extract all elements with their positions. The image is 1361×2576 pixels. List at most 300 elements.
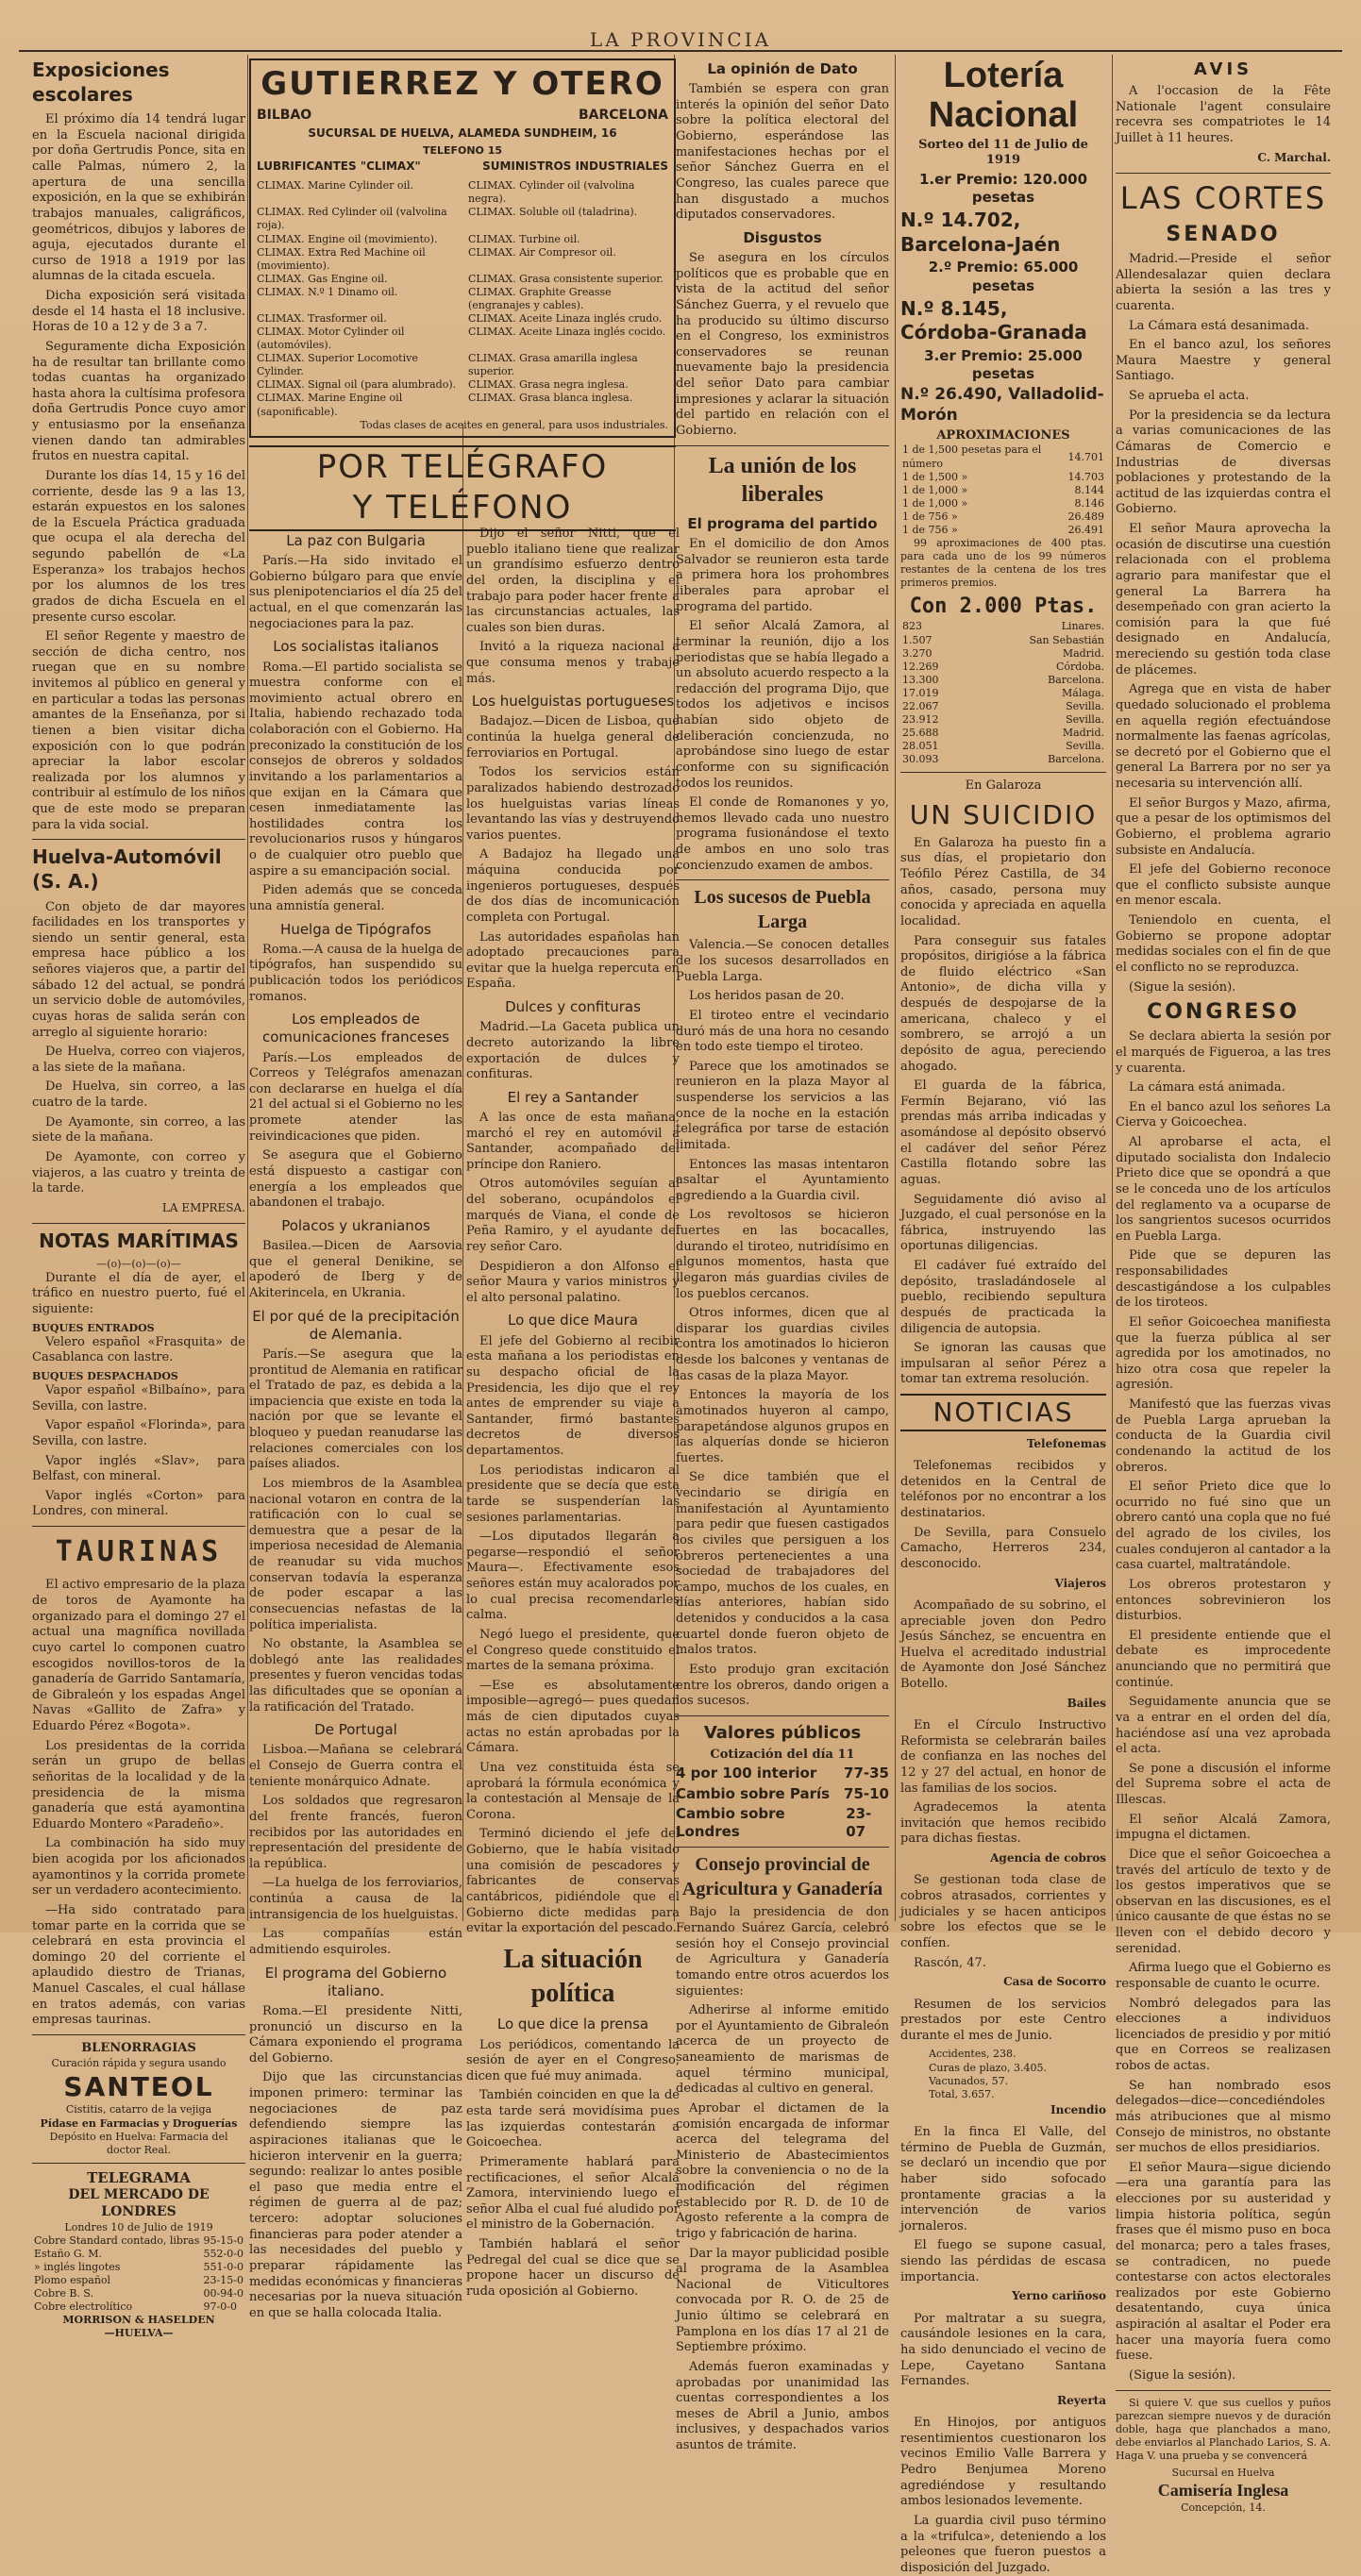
separator: —(o)—(o)—(o)— bbox=[96, 1257, 181, 1270]
paragraph: Afirma luego que el Gobierno es responsable de cuanto le ocurre. bbox=[1116, 1961, 1331, 1991]
divider bbox=[32, 2034, 245, 2035]
table-cell: 3.270 bbox=[902, 646, 933, 660]
stat-line: Accidentes, 238. bbox=[929, 2048, 1017, 2061]
ad-heading: BLENORRAGIAS bbox=[81, 2040, 196, 2055]
telegram-date: Londres 10 de Julio de 1919 bbox=[64, 2220, 213, 2233]
table-cell: 1 de 1,500 pesetas para el número bbox=[902, 443, 1042, 470]
table-row bbox=[32, 2300, 245, 2314]
ad-product-item: CLIMAX. Grasa amarilla inglesa superior. bbox=[468, 352, 638, 378]
table-row bbox=[32, 2248, 245, 2261]
table-row bbox=[900, 471, 1106, 484]
ad-cities bbox=[257, 108, 668, 125]
divider bbox=[676, 1847, 889, 1848]
paragraph: Negó luego el presidente, que el Congreso quede constituido el martes de la semana próxima. bbox=[466, 1627, 680, 1674]
article-title: Dulces y confituras bbox=[505, 998, 641, 1016]
paragraph: Vapor español «Bilbaíno», para Sevilla, con lastre. bbox=[32, 1383, 245, 1413]
article-title: La unión de los liberales bbox=[708, 453, 857, 508]
divider bbox=[1116, 2390, 1331, 2391]
table-cell: 1 de 1,500 » bbox=[902, 470, 968, 483]
paragraph: En el banco azul los señores La Cierva y Goicoechea. bbox=[1116, 1099, 1331, 1130]
approx-table bbox=[900, 443, 1106, 537]
ad-product-list bbox=[257, 179, 668, 418]
table-row bbox=[32, 2234, 245, 2248]
divider bbox=[676, 879, 889, 880]
paragraph: Despidieron a don Alfonso el señor Maura y varios ministros y el alto personal palatino. bbox=[466, 1259, 680, 1305]
paragraph: —Los diputados llegarán a pegarse—respondió el señor Maura—. Efectivamente esos señores están muy acalorados por lo cual precisa recomendarles calma. bbox=[466, 1530, 680, 1623]
paragraph: El activo empresario de la plaza de toros de Ayamonte ha organizado para el domingo 27 el actual una magnífica novillada cuyo cartel lo componen cuatro escogidos novillos-toros de la ganadería de Garrido Santamaría, de Gibraleón y los espadas Angel Navas «Gallito de Zafra» y Eduardo Pérez «Bogota». bbox=[32, 1578, 245, 1734]
paragraph: Se aprueba el acta. bbox=[1129, 389, 1250, 403]
article-title: El programa del Gobierno italiano. bbox=[264, 1964, 447, 1999]
ad-product-item: CLIMAX. Marine Cylinder oil. bbox=[257, 179, 413, 192]
paragraph: No obstante, la Asamblea se doblegó ante las realidades presentes y fueron vencidas todas las dificultades que se oponían a la ratificación del Tratado. bbox=[249, 1637, 462, 1715]
paragraph: Los periódicos, comentando la sesión de ayer en el Congreso, dicen que fué muy animada. bbox=[466, 2037, 680, 2083]
paragraph: También se espera con gran interés la opinión del señor Dato sobre la política electoral del Gobierno, esperándose las manifestaciones hechas por el señor Sánchez Guerra en el Congreso, las cuales parece que han disgustado a muchos diputados conservadores. bbox=[676, 82, 889, 223]
paragraph: Otros automóviles seguían al del soberano, ocupándolos el marqués de Viana, el conde de Peña Ramiro, y el ayudante del rey señor Caro. bbox=[466, 1177, 680, 1254]
ad-brand: Camisería Inglesa bbox=[1157, 2481, 1289, 2500]
table-cell: Málaga. bbox=[1062, 686, 1104, 699]
paragraph: El conde de Romanones y yo, hemos llevado cada uno nuestro programa fusionándose el texto de ambos en uno solo tras concienzudo examen de ambos. bbox=[676, 795, 889, 873]
article-title: Polacos y ukranianos bbox=[281, 1216, 430, 1234]
ad-product-item: CLIMAX. Aceite Linaza inglés crudo. bbox=[468, 312, 663, 325]
ad-product-item: CLIMAX. Cylinder oil (valvolina negra). bbox=[468, 179, 635, 206]
paragraph: En Galaroza ha puesto fin a sus días, el propietario don Teófilo Pérez Castilla, de 34 años, casado, persona muy conocida y apreciada en aquella localidad. bbox=[900, 835, 1106, 928]
table-cell: 1.507 bbox=[902, 633, 933, 646]
table-cell: 12.269 bbox=[902, 660, 939, 673]
table-row bbox=[32, 2287, 245, 2300]
paragraph: Aprobar el dictamen de la comisión encargada de informar acerca del telegrama del Ministerio de Abastecimientos sobre la conveniencia o no de la modificación del régimen establecido por R. D. de 10 de Agosto referente a la compra de trigo y fabricación de harina. bbox=[676, 2100, 889, 2241]
table-cell: 1 de 1,000 » bbox=[902, 483, 968, 496]
table-cell: » inglés lingotes bbox=[34, 2261, 121, 2274]
table-cell: 28.051 bbox=[902, 740, 939, 753]
table-cell: 1 de 756 » bbox=[902, 510, 958, 523]
masthead-rule bbox=[19, 50, 1342, 52]
paragraph: Otros informes, dicen que al disparar los guardias civiles contra los amotinados lo hicieron desde los balcones y ventanas de las casas de la plaza Mayor. bbox=[676, 1306, 889, 1383]
table-cell: 14.703 bbox=[1067, 470, 1104, 483]
divider bbox=[1116, 173, 1331, 174]
paragraph: En el banco azul, los señores Maura Maestre y general Santiago. bbox=[1116, 338, 1331, 384]
quote-row bbox=[676, 1765, 889, 1782]
paragraph: La Cámara está desanimada. bbox=[1129, 318, 1310, 333]
table-row bbox=[900, 727, 1106, 740]
paragraph: Se han nombrado esos delegados—dice—concediéndoles más atribuciones que al mismo Consejo de ministros, no obstante ser muchos de ellos presidiarios. bbox=[1116, 2078, 1331, 2156]
paragraph: Si quiere V. que sus cuellos y puños parezcan siempre nuevos y de duración doble, haga que planchados a mano, debe enviarlos al Planchado Larios, S. A. Haga V. una prueba y se convencerá bbox=[1116, 2396, 1331, 2462]
article-title: UN SUICIDIO bbox=[909, 798, 1098, 830]
paragraph: El señor Goicoechea manifiesta que la fuerza pública al ser agredida por los amotinados, no hizo otra cosa que repeler la agresión. bbox=[1116, 1314, 1331, 1393]
article-title: Disgustos bbox=[743, 228, 822, 246]
table-cell: 823 bbox=[902, 620, 922, 633]
paragraph: Seguidamente dió aviso al Juzgado, el cual personóse en la fábrica, instruyendo las oportunas diligencias. bbox=[900, 1192, 1106, 1254]
paragraph: Manifestó que las fuerzas vivas de Puebla Larga aprueban la conducta de la Guardia civil condenando la actitud de los obreros. bbox=[1116, 1397, 1331, 1475]
ad-lubricants bbox=[257, 159, 668, 174]
paragraph: Vapor inglés «Corton» para Londres, con mineral. bbox=[32, 1488, 245, 1519]
paragraph: El señor Maura aprovecha la ocasión de discutirse una cuestión relacionada con el problema agrario para manifestar que el general La Barrera ha desempeñado con gran acierto la comisión para la que fué designado en Andalucía, mereciendo su gestión toda clase de plácemes. bbox=[1116, 522, 1331, 677]
table-row bbox=[900, 634, 1106, 647]
article-title: El por qué de la precipitación de Alemania. bbox=[252, 1307, 460, 1343]
prize-number: N.º 26.490, Valladolid-Morón bbox=[900, 385, 1104, 426]
article-title: La paz con Bulgaria bbox=[286, 532, 426, 549]
paragraph: Los obreros protestaron y entonces sobrevinieron los disturbios. bbox=[1116, 1577, 1331, 1624]
paragraph: (Sigue la sesión). bbox=[1129, 2367, 1236, 2383]
table-row bbox=[900, 620, 1106, 633]
news-heading: Telefonemas bbox=[1026, 1436, 1106, 1450]
column-2b bbox=[466, 527, 680, 2304]
news-heading: Yerno cariñoso bbox=[1012, 2289, 1106, 2303]
paragraph: La cámara está animada. bbox=[1129, 1080, 1285, 1096]
paragraph: El próximo día 14 tendrá lugar en la Escuela nacional dirigida por doña Gertrudis Ponce, sita en calle Palmas, número 2, la apertura de una sencilla exposición, en la que se exhibirán trabajos manuales, caligráficos, geométricos, dibujos y labores de aguja, ejecutados durante el curso de 1918 a 1919 por las alumnas de la citada escuela. bbox=[32, 112, 245, 284]
table-cell: Sevilla. bbox=[1066, 713, 1104, 727]
ad-phone: TELEFONO 15 bbox=[422, 143, 503, 157]
ad-product-item: CLIMAX. Gas Engine oil. bbox=[257, 272, 388, 285]
paragraph: El señor Maura—sigue diciendo—era una garantía para las elecciones por su austeridad y limpia historia política, según frases que él mismo puso en boca del monarca; pero a tales frases, se contradicen, no puede contestarse con actos electorales realizados por este Gobierno desatentando, cuya única aspiración al asaltar el Poder era hacer una mayoría fuera como fuese. bbox=[1116, 2160, 1331, 2364]
table-row bbox=[900, 753, 1106, 766]
paragraph: Basilea.—Dicen de Aarsovia que el general Denikine, se apoderó de Iberg y de Akiterincela, en Ukrania. bbox=[249, 1239, 462, 1300]
paragraph: Se dice también que el vecindario se dirigía en manifestación al Ayuntamiento para pedir que fuesen castigados los civiles que persiguen a los obreros pertenecientes a una sociedad de trabajadores del campo, muchos de los cuales, en días anteriores, habían sido detenidos y conducidos a la casa cuartel donde fueron objeto de malos tratos. bbox=[676, 1470, 889, 1658]
column-5 bbox=[1116, 55, 1331, 2515]
article-title: La situación política bbox=[503, 1944, 643, 2008]
paragraph: El fuego se supone casual, siendo las pérdidas de escasa importancia. bbox=[900, 2238, 1106, 2284]
paragraph: Teniendolo en cuenta, el Gobierno se propone adoptar medidas sociales con el fin de que el conflicto no se reproduzca. bbox=[1116, 913, 1331, 975]
paragraph: Todos los servicios están paralizados habiendo destrozado los huelguistas varias líneas levantando las vías y destruyendo varios puentes. bbox=[466, 765, 680, 843]
ad-line: Depósito en Huelva: Farmacia del doctor Real. bbox=[49, 2130, 228, 2156]
paragraph: Con objeto de dar mayores facilidades en los transportes y siendo un sentir general, esta empresa hace público a los señores viajeros que, a partir del sábado 12 del actual, se pondrá un servicio doble de automóviles, cuyas horas de salida serán con arreglo al siguiente horario: bbox=[32, 899, 245, 1040]
paragraph: —Ese es absolutamente imposible—agregó— pues quedan más de cien diputados cuyas actas no están aprobadas por la Cámara. bbox=[466, 1678, 680, 1756]
column-1 bbox=[32, 55, 245, 2340]
table-cell: 23.912 bbox=[902, 713, 939, 727]
paragraph: Roma.—El partido socialista se muestra conforme con el movimiento actual obrero en Italia, habiendo rechazado toda colaboración con el Gobierno. Ha preconizado la constitución de los consejos de obreros y soldados invitando a los parlamentarios a que exijan en la Cámara que cesen inmediatamente las hostilidades contra los revolucionarios rusos y húngaros o de cualquier otro pueblo que aspire a su emancipación social. bbox=[249, 660, 462, 878]
paragraph: El jefe del Gobierno reconoce que el conflicto subsiste aunque en menor escala. bbox=[1116, 862, 1331, 909]
ad-product-item: CLIMAX. Soluble oil (taladrina). bbox=[468, 206, 638, 219]
article-title: TAURINAS bbox=[55, 1535, 223, 1569]
section-title bbox=[249, 445, 676, 531]
ad-product-item: CLIMAX. Engine oil (movimiento). bbox=[257, 232, 438, 245]
paragraph: A Badajoz ha llegado una máquina conducida por ingenieros portugueses, después de dos días de incomunicación completa con Portugal. bbox=[466, 847, 680, 925]
paragraph: El señor Prieto dice que lo ocurrido no fué sino que un obrero cantó una copla que no fué del agrado de los civiles, los cuales condujeron al cantador a la casa cuartel, maltratándole. bbox=[1116, 1480, 1331, 1573]
paragraph: Se declara abierta la sesión por el marqués de Figueroa, a las tres y cuarenta. bbox=[1116, 1029, 1331, 1076]
paragraph: Pide que se depuren las responsabilidades descastigándose a los culpables de los tiroteos. bbox=[1116, 1248, 1331, 1311]
article-title: Consejo provincial de Agricultura y Ganadería bbox=[681, 1854, 883, 1899]
paragraph: Las compañías están admitiendo esquiroles. bbox=[249, 1927, 462, 1957]
table-cell: 1 de 1,000 » bbox=[902, 496, 968, 510]
paragraph: Adherirse al informe emitido por el Ayuntamiento de Gibraleón acerca de un proyecto de saneamiento de marismas de aquel término municipal, dedicadas al cultivo en general. bbox=[676, 2003, 889, 2097]
paragraph: Los miembros de la Asamblea nacional votaron en contra de la ratificación con lo cual se demuestra que a pesar de la imperiosa necesidad de Alemania de reanudar su vida muchos conservan todavía la esperanza de poder escapar a las consecuencias nefastas de la política imperialista. bbox=[249, 1476, 462, 1632]
divider bbox=[32, 2163, 245, 2164]
paragraph: Invitó a la riqueza nacional a que consuma menos y trabaje más. bbox=[466, 640, 680, 686]
paragraph: Una vez constituida ésta se aprobará la fórmula económica y la contestación al Mensaje de la Corona. bbox=[466, 1760, 680, 1822]
table-cell: Madrid. bbox=[1062, 727, 1104, 740]
table-cell: Linares. bbox=[1061, 620, 1104, 633]
telegram-signature: —HUELVA— bbox=[104, 2327, 174, 2340]
table-cell: 95-15-0 bbox=[203, 2233, 244, 2247]
table-cell: 8.144 bbox=[1074, 483, 1104, 496]
paragraph: (Sigue la sesión). bbox=[1129, 979, 1236, 995]
article-title: Los huelguistas portugueses bbox=[471, 693, 675, 711]
paragraph: Se asegura que el Gobierno está dispuesto a castigar con energía a los empleados que abandonen el trabajo. bbox=[249, 1148, 462, 1211]
table-row bbox=[900, 674, 1106, 687]
ad-product-item: CLIMAX. Grasa negra inglesa. bbox=[468, 378, 629, 392]
article-title: Los empleados de comunicaciones franceses bbox=[261, 1011, 450, 1046]
paragraph: El presidente entiende que el debate es improcedente anunciando que no permitirá que continúe. bbox=[1116, 1628, 1331, 1690]
table-row bbox=[900, 443, 1106, 470]
table-cell: Barcelona. bbox=[1048, 753, 1104, 766]
table-cell: 26.489 bbox=[1067, 510, 1104, 523]
paragraph: Se ignoran las causas que impulsaran al señor Pérez a tomar tan extrema resolución. bbox=[900, 1341, 1106, 1387]
article-title: La opinión de Dato bbox=[707, 60, 858, 77]
paragraph: La guardia civil puso término a la «trifulca», deteniendo a los peleones que fueron puestos a disposición del Juzgado. bbox=[900, 2513, 1106, 2575]
paragraph: Primeramente hablará para rectificaciones, el señor Alcalá Zamora, interviniendo luego el señor Alba el cual fué aludido por el ministro de la Gobernación. bbox=[466, 2154, 680, 2233]
article-subtitle: El programa del partido bbox=[687, 514, 878, 532]
table-cell: Sevilla. bbox=[1066, 740, 1104, 753]
table-cell: Cobre electrolítico bbox=[34, 2300, 133, 2314]
paragraph: Se gestionan toda clase de cobros atrasados, corrientes y judiciales y se hacen anticipos sobre los efectos que se le confíen. bbox=[900, 1873, 1106, 1950]
table-cell: 00-94-0 bbox=[203, 2287, 244, 2300]
news-heading: Viajeros bbox=[1054, 1576, 1106, 1590]
paragraph: En Hinojos, por antiguos resentimientos cuestionaron los vecinos Emilio Valle Barrera y Pedro Benjumea Moreno agrediéndose y resultando ambos lesionados levemente. bbox=[900, 2416, 1106, 2509]
paragraph: De Huelva, sin correo, a las cuatro de la tarde. bbox=[32, 1079, 245, 1110]
article-subtitle: Cotización del día 11 bbox=[710, 1747, 855, 1762]
ad-product-item: CLIMAX. Extra Red Machine oil (movimiento). bbox=[257, 245, 426, 272]
table-cell: 1 de 756 » bbox=[902, 523, 958, 536]
ad-product-item: CLIMAX. Motor Cylinder oil (automóviles). bbox=[257, 326, 405, 352]
table-row bbox=[900, 497, 1106, 510]
paragraph: Las autoridades españolas han adoptado precauciones para evitar que la huelga repercuta en España. bbox=[466, 929, 680, 992]
telegram-signature: MORRISON & HASELDEN bbox=[62, 2314, 215, 2327]
paragraph: Badajoz.—Dicen de Lisboa, que continúa la huelga general de ferroviarios en Portugal. bbox=[466, 714, 680, 761]
ad-product-item: CLIMAX. N.º 1 Dinamo oil. bbox=[257, 285, 398, 298]
signature: LA EMPRESA. bbox=[161, 1200, 245, 1214]
paragraph: De Ayamonte, sin correo, a las siete de la mañana. bbox=[32, 1114, 245, 1146]
article-title: Huelga de Tipógrafos bbox=[280, 920, 431, 938]
table-cell: Sevilla. bbox=[1066, 699, 1104, 712]
paragraph: Vapor inglés «Slav», para Belfast, con mineral. bbox=[32, 1453, 245, 1484]
paragraph: Los soldados que regresaron del frente francés, fueron recibidos por las autoridades en representación del presidente de la república. bbox=[249, 1794, 462, 1871]
ad-line: Sucursal en Huelva bbox=[1171, 2466, 1275, 2479]
telegram-title: TELEGRAMA bbox=[87, 2168, 191, 2186]
paragraph: Esto produjo gran excitación entre los obreros, dando origen a los sucesos. bbox=[676, 1662, 889, 1709]
paragraph: Agrega que en vista de haber quedado solucionado el problema en aquella región efectuándose normalmente las faenas agrícolas, se decretó por el Gobierno que el general La Barrera por no ser ya necesaria su intervención allí. bbox=[1116, 682, 1331, 791]
column-3 bbox=[676, 55, 889, 2453]
lottery-title: Lotería Nacional bbox=[928, 56, 1079, 135]
paragraph: Los periodistas indicaron al presidente que se decía que esta tarde se suspenderían las sesiones parlamentarias. bbox=[466, 1463, 680, 1525]
paragraph: París.—Los empleados de Correos y Telégrafos amenazan con declararse en huelga el día 21 del actual si el Gobierno no les promete atender las reivindicaciones que piden. bbox=[249, 1050, 462, 1144]
stat-line: Total, 3.657. bbox=[929, 2087, 995, 2100]
table-cell: Cobre B. S. bbox=[34, 2287, 94, 2300]
paragraph: Los presidentas de la corrida serán un grupo de bellas señoritas de la localidad y de la presidencia de la misma ganadería que está ayamontina Eduardo Montero «Paradeño». bbox=[32, 1738, 245, 1832]
paragraph: Terminó diciendo el jefe del Gobierno, que le había visitado una comisión de pescadores y fabricantes de conservas cantábricos, pidiéndole que el Gobierno dicte medidas para evitar la exportación del pescado. bbox=[466, 1827, 680, 1936]
paragraph: Al aprobarse el acta, el diputado socialista don Indalecio Prieto dice que se opondrá a que se le conceda uno de los artículos del reglamento va a ocuparse de los sangrientos sucesos ocurridos en Puebla Larga. bbox=[1116, 1135, 1331, 1244]
ad-city: BILBAO bbox=[257, 107, 312, 123]
article-title: SENADO bbox=[1166, 222, 1281, 246]
table-cell: 551-0-0 bbox=[203, 2261, 244, 2274]
gutierrez-otero-ad bbox=[249, 59, 676, 438]
paragraph: De Ayamonte, con correo y viajeros, a las cuatro y treinta de la tarde. bbox=[32, 1149, 245, 1196]
paragraph: Nombró delegados para las elecciones a individuos licenciados de presidio y por mitió que en Correos se realizasen robos de actas. bbox=[1116, 1996, 1331, 2074]
section-title-line: Y TELÉFONO bbox=[352, 489, 573, 527]
column-rule bbox=[1112, 55, 1113, 1921]
quote-label: Cambio sobre París bbox=[676, 1784, 831, 1802]
ad-footer: Todas clases de aceites en general, para usos industriales. bbox=[360, 418, 668, 431]
news-heading: Reyerta bbox=[1057, 2393, 1106, 2407]
table-cell: Estaño G. M. bbox=[34, 2247, 103, 2260]
article-title: Lo que dice Maura bbox=[508, 1312, 638, 1330]
table-cell: 22.067 bbox=[902, 699, 939, 712]
stat-line: Vacunados, 57. bbox=[929, 2074, 1009, 2087]
table-cell: San Sebastián bbox=[1029, 633, 1104, 646]
article-title: Los socialistas italianos bbox=[273, 638, 439, 656]
table-cell: 8.146 bbox=[1074, 496, 1104, 510]
paragraph: Por la presidencia se da lectura a varias comunicaciones de las Cámaras de Comercio e Industrias de diversas poblaciones y protestando de la actitud de las izquierdas contra el Gobierno. bbox=[1116, 408, 1331, 517]
article-title: Valores públicos bbox=[703, 1722, 862, 1743]
news-heading: Casa de Socorro bbox=[1003, 1975, 1106, 1989]
approx-title: APROXIMACIONES bbox=[936, 427, 1070, 443]
paragraph: A l'occasion de la Fête Nationale l'agent consulaire recevra ses compatriotes le 14 Juillet à 11 heures. bbox=[1116, 84, 1331, 145]
table-row bbox=[900, 524, 1106, 537]
quote-row bbox=[676, 1785, 889, 1803]
ad-line: Concepción, 14. bbox=[1181, 2501, 1266, 2515]
paragraph: El señor Burgos y Mazo, afirma, que a pesar de los optimismos del Gobierno, el problema agrario subsiste en Andalucía. bbox=[1116, 795, 1331, 858]
section-title: NOTICIAS bbox=[900, 1394, 1106, 1431]
ad-product-item: CLIMAX. Marine Engine oil (saponificable). bbox=[257, 392, 403, 418]
table-row bbox=[900, 484, 1106, 497]
paragraph: El jefe del Gobierno al recibir esta mañana a los periodistas en su despacho oficial de la Presidencia, les dijo que el rey antes de emprender su viaje a Santander, firmó bastantes decretos de diversos departamentos. bbox=[466, 1333, 680, 1458]
news-heading: Incendio bbox=[1050, 2102, 1106, 2116]
paragraph: Parece que los amotinados se reunieron en la plaza Mayor al suspenderse los servicios a las once de la noche en la estación telegráfica por tarse de estación limitada. bbox=[676, 1059, 889, 1152]
paragraph: Entonces la mayoría de los amotinados huyeron al campo, parapetándose algunos grupos en las alquerías donde se hicieron fuertes. bbox=[676, 1388, 889, 1465]
paragraph: Resumen de los servicios prestados por este Centro durante el mes de Junio. bbox=[900, 1997, 1106, 2043]
paragraph: Lisboa.—Mañana se celebrará el Consejo de Guerra contra el teniente monárquico Adnate. bbox=[249, 1743, 462, 1789]
paragraph: Acompañado de su sobrino, el apreciable joven don Pedro Jesús Sánchez, se encuentra en Huelva el acreditado industrial de Ayamonte don José Sánchez Botello. bbox=[900, 1597, 1106, 1692]
article-title: Huelva-Automóvil (S. A.) bbox=[32, 845, 222, 893]
telegram-subtitle: DEL MERCADO DE LONDRES bbox=[68, 2186, 210, 2219]
table-row bbox=[900, 510, 1106, 524]
ad-product-item: CLIMAX. Aceite Linaza inglés cocido. bbox=[468, 326, 666, 339]
paragraph: Durante el día de ayer, el tráfico en nuestro puerto, fué el siguiente: bbox=[32, 1270, 245, 1317]
ad-product-item: CLIMAX. Turbine oil. bbox=[468, 232, 580, 245]
ad-line: Pídase en Farmacias y Droguerías bbox=[40, 2116, 238, 2130]
ad-city: BARCELONA bbox=[579, 107, 668, 123]
table-cell: 17.019 bbox=[902, 686, 939, 699]
table-cell: 97-0-0 bbox=[203, 2300, 237, 2314]
paragraph: A las once de esta mañana, marchó el rey en automóvil a Santander, acompañado del príncipe don Raniero. bbox=[466, 1110, 680, 1172]
price-table bbox=[32, 2234, 245, 2314]
quote-label: 4 por 100 interior bbox=[676, 1765, 817, 1782]
section-title: LAS CORTES bbox=[1119, 179, 1327, 216]
paragraph: Los heridos pasan de 20. bbox=[689, 989, 845, 1004]
table-cell: 14.701 bbox=[1067, 450, 1104, 463]
table-row bbox=[32, 2274, 245, 2287]
paragraph: De Sevilla, para Consuelo Camacho, Herreros 234, desconocido. bbox=[900, 1525, 1106, 1571]
table-row bbox=[32, 2261, 245, 2274]
paragraph: El señor Alcalá Zamora, al terminar la reunión, dijo a los periodistas que se había llegado a un absoluto acuerdo respecto a la redacción del programa Dijo, que todos los adjetivos e incisos habían sido objeto de deliberación concienzuda, no aprobándose sino luego de estar conforme con su significación todos los reunidos. bbox=[676, 619, 889, 791]
paragraph: Vapor español «Florinda», para Sevilla, con lastre. bbox=[32, 1418, 245, 1448]
ad-title: GUTIERREZ Y OTERO bbox=[260, 65, 664, 103]
paragraph: Madrid.—Preside el señor Allendesalazar quien declara abierta la sesión a las tres y cuarenta. bbox=[1116, 252, 1331, 313]
paragraph: Dice que el señor Goicoechea a través del artículo de texto y de los gestos imperativos que se observan en las discusiones, es el único causante de que éstas no se lleven con el debido decoro y serenidad. bbox=[1116, 1847, 1331, 1956]
paragraph: Rascón, 47. bbox=[914, 1955, 986, 1970]
ad-product-item: CLIMAX. Air Compresor oil. bbox=[468, 245, 616, 259]
prize-number: N.º 8.145, Córdoba-Granada bbox=[900, 296, 1087, 344]
paragraph: —Ha sido contratado para tomar parte en la corrida que se celebrará en esta provincia el domingo 20 del corriente el aplaudido diestro de Trianas, Manuel Cascales, el cual hállase en tratos además, con varias empresas taurinas. bbox=[32, 1902, 245, 2028]
paragraph: Seguidamente anuncia que se va a entrar en el orden del día, haciéndose así una vez aprobada el acta. bbox=[1116, 1695, 1331, 1757]
table-cell: Cobre Standard contado, libras bbox=[34, 2233, 200, 2247]
signature: C. Marchal. bbox=[1257, 150, 1331, 164]
paragraph: Se asegura en los círculos políticos que es probable que en vista de la actitud del señor Sánchez Guerra, y el revuelo que ha producido su último discurso en el Congreso, los exministros conservadores se reunan nuevamente bajo la presidencia del señor Dato para cambiar impresiones y aclarar la situación del partido en relación con el Gobierno. bbox=[676, 251, 889, 438]
paragraph: París.—Ha sido invitado el Gobierno búlgaro para que envíe sus plenipotenciarios el día 25 del actual, en el que comenzarán las negociaciones para la paz. bbox=[249, 554, 462, 631]
column-rule bbox=[895, 55, 896, 1921]
ad-lub-right: SUMINISTROS INDUSTRIALES bbox=[482, 159, 668, 173]
divider bbox=[676, 445, 889, 446]
table-cell: 552-0-0 bbox=[203, 2247, 244, 2260]
paragraph: El cadáver fué extraído del depósito, trasladándosele al pueblo, recibiendo sepultura después de practicada la diligencia de autopsia. bbox=[900, 1259, 1106, 1336]
paragraph: También hablará el señor Pedregal del cual se dice que se propone hacer un discurso de ruda oposición al Gobierno. bbox=[466, 2237, 680, 2299]
table-cell: 25.688 bbox=[902, 727, 939, 740]
paragraph: Velero español «Frasquita» de Casablanca con lastre. bbox=[32, 1334, 245, 1365]
table-cell: 13.300 bbox=[902, 673, 939, 686]
paragraph: París.—Se asegura que la prontitud de Alemania en ratificar el Tratado de paz, es debida a la impaciencia que existe en toda la nación por que se levante el bloqueo y puedan reanudarse las relaciones comerciales con los países aliados. bbox=[249, 1347, 462, 1472]
ad-brand: SANTEOL bbox=[63, 2070, 214, 2102]
prize-2000-title: Con 2.000 Ptas. bbox=[909, 594, 1098, 619]
article-title: AVIS bbox=[1193, 59, 1253, 79]
column-4 bbox=[900, 55, 1106, 2575]
paragraph: Los revoltosos se hicieron fuertes en las bocacalles, durando el tiroteo, nutridísimo en algunos momentos, hasta que llegaron más guardias civiles de los pueblos cercanos. bbox=[676, 1208, 889, 1301]
table-row bbox=[900, 713, 1106, 727]
divider bbox=[32, 1223, 245, 1224]
ad-line: Cistitis, catarro de la vejiga bbox=[65, 2103, 212, 2116]
masthead: LA PROVINCIA bbox=[589, 28, 772, 51]
paragraph: Además fueron examinadas y aprobadas por unanimidad las cuentas correspondientes a los meses de Abril a Junio, ambos inclusives, y despachados varios asuntos de trámite. bbox=[676, 2359, 889, 2453]
subheading: BUQUES DESPACHADOS bbox=[32, 1369, 178, 1382]
article-title: CONGRESO bbox=[1147, 1000, 1300, 1025]
ad-branch: SUCURSAL DE HUELVA, ALAMEDA SUNDHEIM, 16 bbox=[308, 126, 617, 141]
paragraph: En el Círculo Instructivo Reformista se celebrarán bailes de confianza en las noches del 12 y 27 del actual, en honor de las familias de los socios. bbox=[900, 1718, 1106, 1796]
paragraph: El señor Alcalá Zamora, impugna el dictamen. bbox=[1116, 1812, 1331, 1843]
quote-value: 77-35 bbox=[844, 1765, 889, 1782]
paragraph: En la finca El Valle, del término de Puebla de Guzmán, se declaró un incendio que por haber sido sofocado prontamente gracias a la intervención de varios jornaleros. bbox=[900, 2125, 1106, 2233]
paragraph: Valencia.—Se conocen detalles de los sucesos desarrollados en Puebla Larga. bbox=[676, 938, 889, 984]
table-cell: Córdoba. bbox=[1055, 660, 1104, 673]
paragraph: Seguramente dicha Exposición ha de resultar tan brillante como todas cuantas ha organizado hasta ahora la cultísima profesora doña Gertrudis Ponce cuyo amor y entusiasmo por la enseñanza vienen dando tan admirables frutos en nuestra capital. bbox=[32, 339, 245, 464]
paragraph: Dijo el señor Nitti, que el pueblo italiano tiene que realizar un grandísimo esfuerzo dentro del orden, la disciplina y el trabajo para poder hacer frente a las circunstancias actuales, las cuales son bien duras. bbox=[466, 527, 680, 635]
paragraph: En el domicilio de don Amos Salvador se reunieron esta tarde a primera hora los prohombres liberales para aprobar el programa del partido. bbox=[676, 537, 889, 614]
prize-2000-table bbox=[900, 620, 1106, 766]
paragraph: El guarda de la fábrica, Fermín Bejarano, vió las prendas más arriba indicadas y asomándose al depósito observó el cadáver del señor Pérez Castilla flotando sobre las aguas. bbox=[900, 1079, 1106, 1187]
paragraph: Piden además que se conceda una amnistía general. bbox=[249, 883, 462, 913]
article-title: NOTAS MARÍTIMAS bbox=[39, 1229, 239, 1253]
column-rule bbox=[247, 55, 248, 1921]
paragraph: 99 aproximaciones de 400 ptas. para cada uno de los 99 números restantes de la centena de los tres primeros premios. bbox=[900, 537, 1106, 590]
table-cell: Madrid. bbox=[1062, 646, 1104, 660]
divider bbox=[32, 1526, 245, 1527]
paragraph: Agradecemos la atenta invitación que hemos recibido para dichas fiestas. bbox=[900, 1800, 1106, 1847]
table-row bbox=[900, 740, 1106, 753]
article-title: De Portugal bbox=[314, 1721, 397, 1739]
paragraph: —La huelga de los ferroviarios, continúa a causa de la intransigencia de los huelguistas. bbox=[249, 1876, 462, 1922]
divider bbox=[676, 1715, 889, 1716]
paragraph: Telefonemas recibidos y detenidos en la Central de teléfonos por no encontrar a los destinatarios. bbox=[900, 1459, 1106, 1521]
table-row bbox=[900, 687, 1106, 700]
stat-line: Curas de plazo, 3.405. bbox=[929, 2061, 1048, 2074]
table-cell: 30.093 bbox=[902, 753, 939, 766]
quote-label: Cambio sobre Londres bbox=[676, 1804, 785, 1841]
ad-product-item: CLIMAX. Signal oil (para alumbrado). bbox=[257, 378, 457, 392]
paragraph: Entonces las masas intentaron asaltar el Ayuntamiento agrediendo a la Guardia civil. bbox=[676, 1157, 889, 1203]
news-heading: Bailes bbox=[1067, 1696, 1106, 1710]
paragraph: Madrid.—La Gaceta publica un decreto autorizando la libre exportación de dulces y confituras. bbox=[466, 1020, 680, 1082]
divider bbox=[900, 772, 1106, 773]
section-title-line: POR TELÉGRAFO bbox=[316, 447, 609, 486]
paragraph: Roma.—El presidente Nitti, pronunció un discurso en la Cámara exponiendo el programa del Gobierno. bbox=[249, 2003, 462, 2066]
quote-value: 75-10 bbox=[844, 1784, 889, 1802]
article-title: El rey a Santander bbox=[507, 1088, 639, 1106]
